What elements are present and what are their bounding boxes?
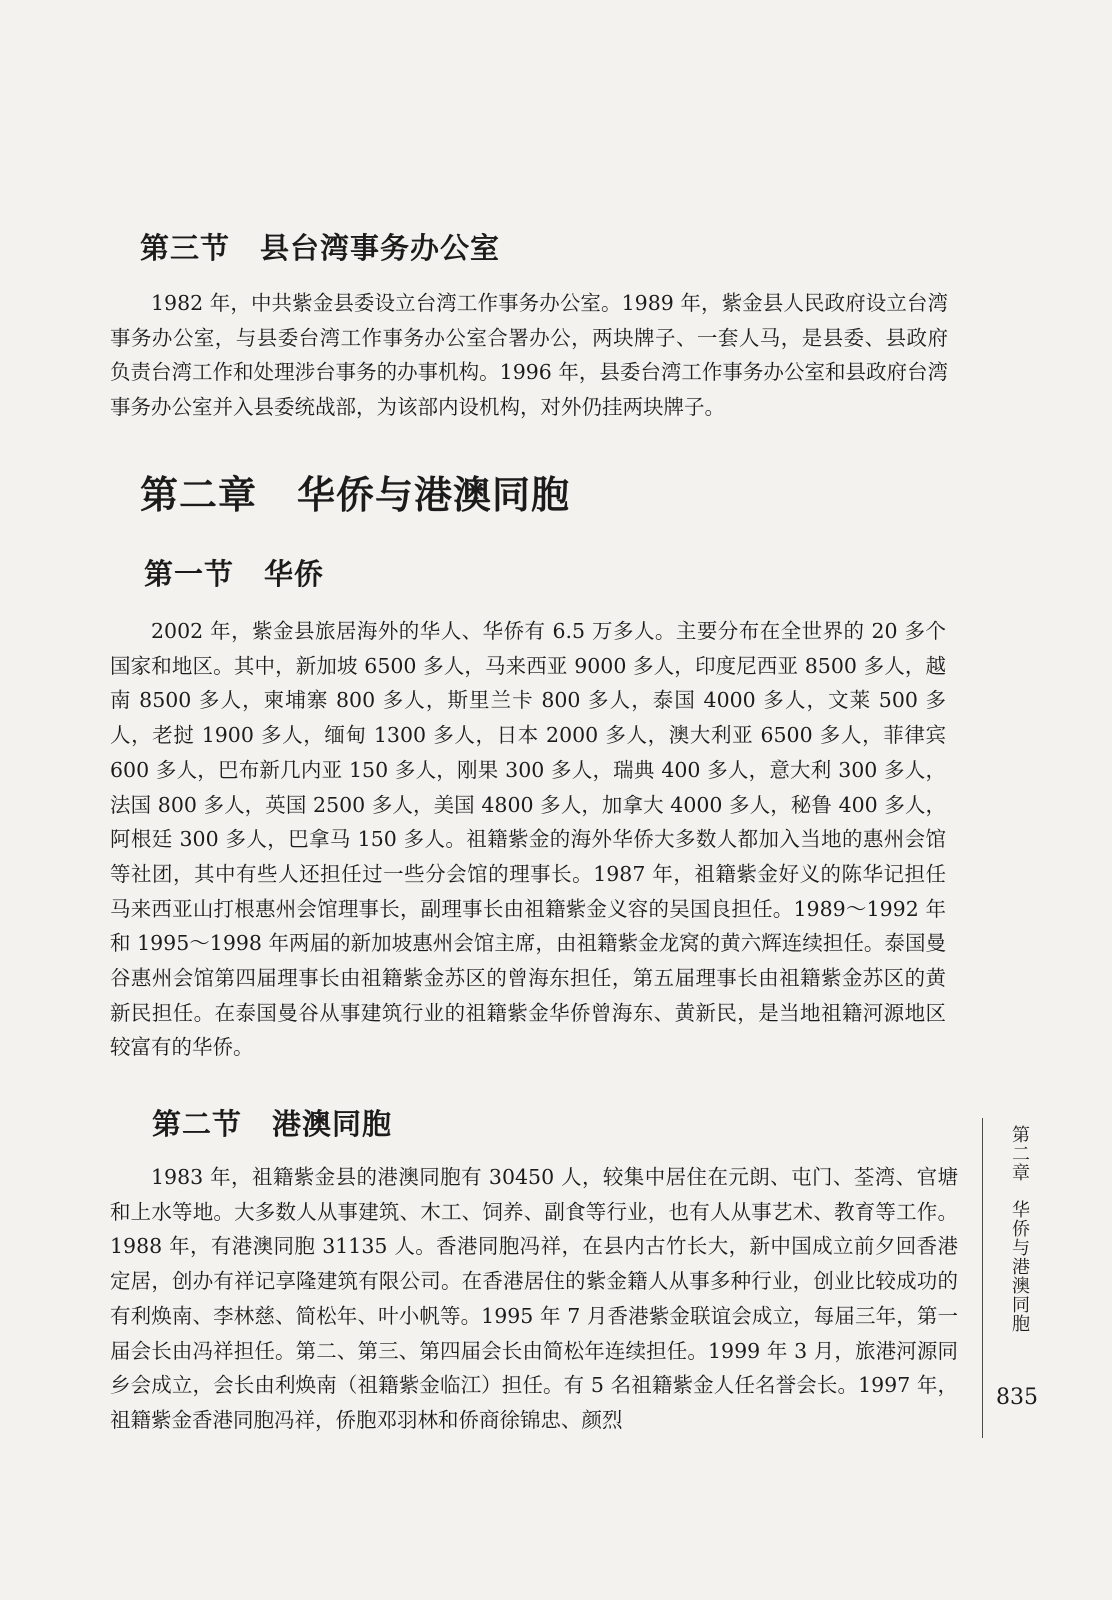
paragraph-text: 2002 年，紫金县旅居海外的华人、华侨有 6.5 万多人。主要分布在全世界的 20 多个国家和地区。其中，新加坡 6500 多人，马来西亚 9000 多人，印度尼西亚 8500 多人，越南 8500 多人，柬埔寨 800 多人，斯里兰卡 800 多人，泰国 4000 多人，文莱 500 多人，老挝 1900 多人，缅甸 1300 多人，日本 2000 多人，澳大利亚 6500 多人，菲律宾 600 多人，巴布新几内亚 150 多人，刚果 300 多人，瑞典 400 多人，意大利 300 多人，法国 800 多人，英国 2500 多人，美国 4800 多人，加拿大 4000 多人，秘鲁 400 多人，阿根廷 300 多人，巴拿马 150 多人。祖籍紫金的海外华侨大多数人都加入当地的惠州会馆等社团，其中有些人还担任过一些分会馆的理事长。1987 年，祖籍紫金好义的陈华记担任马来西亚山打根惠州会馆理事长，副理事长由祖籍紫金义容的吴国良担任。1989～1992 年和 1995～1998 年两届的新加坡惠州会馆主席，由祖籍紫金龙窝的黄六辉连续担任。泰国曼谷惠州会馆第四届理事长由祖籍紫金苏区的曾海东担任，第五届理事长由祖籍紫金苏区的黄新民担任。在泰国曼谷从事建筑行业的祖籍紫金华侨曾海东、黄新民，是当地祖籍河源地区较富有的华侨。 bbox=[110, 619, 946, 1060]
running-head-title: 华侨与港澳同胞 bbox=[1009, 1200, 1030, 1333]
running-head bbox=[1003, 1125, 1031, 1333]
section-heading-overseas-chinese bbox=[144, 552, 324, 593]
section-title: 县台湾事务办公室 bbox=[260, 231, 501, 265]
section-title: 港澳同胞 bbox=[272, 1107, 393, 1141]
section-title: 华侨 bbox=[264, 557, 325, 591]
section-number: 第二节 bbox=[152, 1107, 243, 1141]
section-heading-taiwan-office bbox=[140, 226, 500, 267]
paragraph-text: 1983 年，祖籍紫金县的港澳同胞有 30450 人，较集中居住在元朗、屯门、荃湾、官塘和上水等地。大多数人从事建筑、木工、饲养、副食等行业，也有人从事艺术、教育等工作。1988 年，有港澳同胞 31135 人。香港同胞冯祥，在县内古竹长大，新中国成立前夕回香港定居，创办有祥记享隆建筑有限公司。在香港居住的紫金籍人从事多种行业，创业比较成功的有利焕南、李林慈、简松年、叶小帆等。1995 年 7 月香港紫金联谊会成立，每届三年，第一届会长由冯祥担任。第二、第三、第四届会长由简松年连续担任。1999 年 3 月，旅港河源同乡会成立，会长由利焕南（祖籍紫金临江）担任。有 5 名祖籍紫金人任名誉会长。1997 年，祖籍紫金香港同胞冯祥，侨胞邓羽林和侨商徐锦忠、颜烈 bbox=[110, 1165, 958, 1432]
chapter-number: 第二章 bbox=[140, 473, 258, 517]
running-head-chapter: 第二章 bbox=[1009, 1125, 1030, 1182]
section-number: 第一节 bbox=[144, 557, 235, 591]
paragraph-text: 1982 年，中共紫金县委设立台湾工作事务办公室。1989 年，紫金县人民政府设立台湾事务办公室，与县委台湾工作事务办公室合署办公，两块牌子、一套人马，是县委、县政府负责台湾工作和处理涉台事务的办事机构。1996 年，县委台湾工作事务办公室和县政府台湾事务办公室并入县委统战部，为该部内设机构，对外仍挂两块牌子。 bbox=[110, 291, 948, 420]
paragraph-hk-macao bbox=[110, 1160, 958, 1438]
section-heading-hk-macao bbox=[152, 1102, 392, 1143]
paragraph-overseas-chinese bbox=[110, 614, 946, 1065]
chapter-heading bbox=[140, 464, 570, 519]
chapter-title: 华侨与港澳同胞 bbox=[297, 473, 571, 517]
page-number: 835 bbox=[996, 1385, 1038, 1410]
paragraph-taiwan-office bbox=[110, 286, 948, 425]
section-number: 第三节 bbox=[140, 231, 231, 265]
margin-rule bbox=[982, 1118, 983, 1438]
